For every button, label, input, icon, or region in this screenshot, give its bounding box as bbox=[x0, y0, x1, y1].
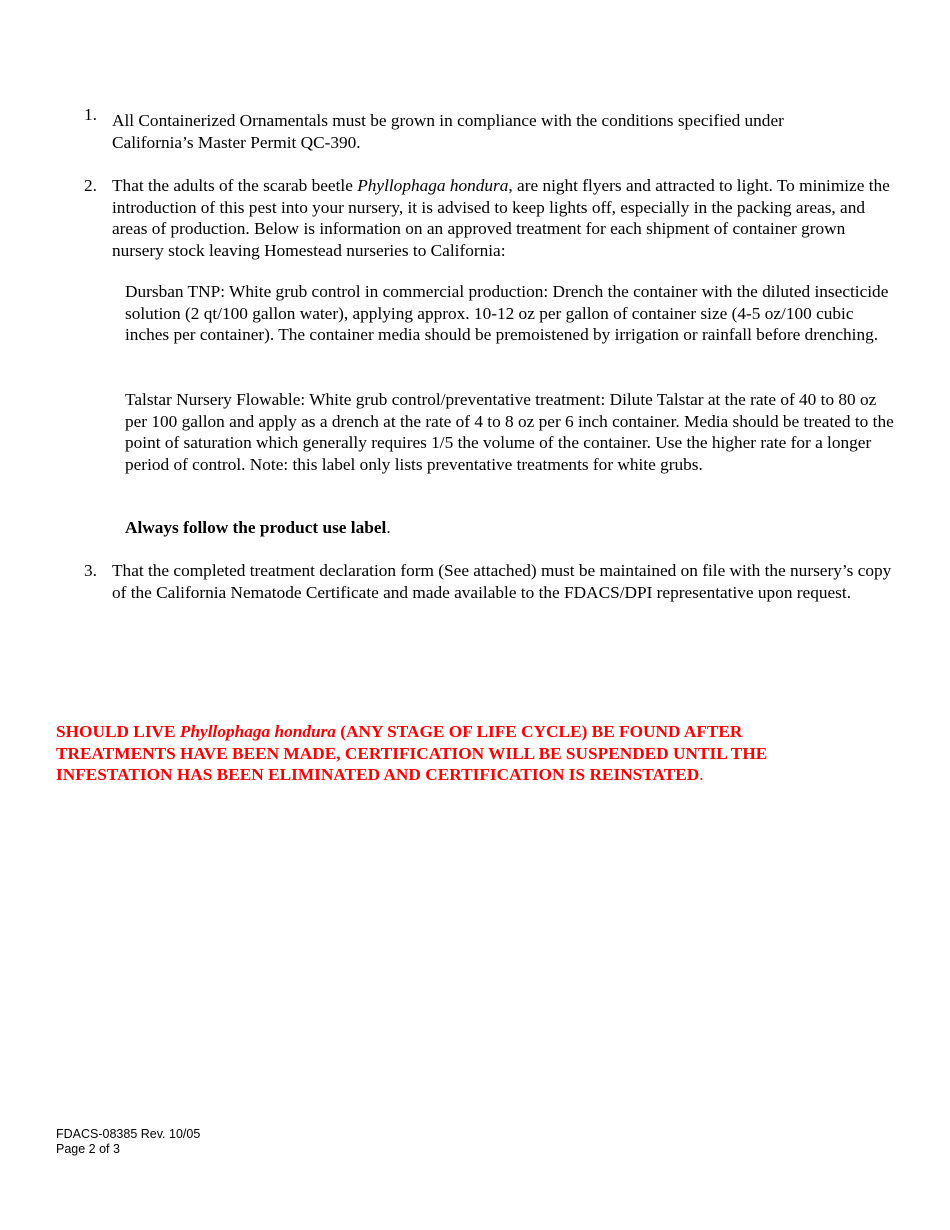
suspension-warning bbox=[56, 721, 856, 786]
list-item-number: 1. bbox=[84, 105, 97, 124]
list-item-2 bbox=[84, 175, 894, 261]
warning-suffix: (ANY STAGE OF LIFE CYCLE) BE FOUND AFTER TREATMENTS HAVE BEEN MADE, CERTIFICATION WILL BE SUSPENDED UNTIL THE INFESTATION HAS BEEN ELIMINATED AND CERTIFICATION IS REINSTATED bbox=[56, 722, 768, 784]
list-item-3 bbox=[84, 560, 894, 603]
list-item-text bbox=[112, 175, 894, 261]
list-item-text-part: , are night flyers and attracted to light. To minimize the introduction of this pest into your nursery, it is advised to keep lights off, especially in the packing areas, and areas of production. Below is information on an approved treatment for each shipment of container grown nursery stock leaving Homestead nurseries to California: bbox=[112, 176, 890, 260]
species-name: Phyllophaga hondura bbox=[357, 176, 509, 195]
list-item-text-line: California’s Master Permit QC-390. bbox=[112, 132, 361, 152]
page-number: Page 2 of 3 bbox=[56, 1142, 120, 1156]
list-item-number: 3. bbox=[84, 561, 97, 580]
list-item-text bbox=[112, 110, 894, 153]
treatment-dursban: Dursban TNP: White grub control in commercial production: Drench the container with the diluted insecticide solution (2 qt/100 gallon water), applying approx. 10-12 oz per gallon of container size (4-5 oz/100 cubic inches per container). The container media should be premoistened by irrigation or rainfall before drenching. bbox=[125, 282, 889, 344]
list-item-text-line: All Containerized Ornamentals must be grown in compliance with the conditions specified under bbox=[112, 111, 784, 130]
warning-prefix: SHOULD LIVE bbox=[56, 722, 180, 741]
list-item-text-part: That the adults of the scarab beetle bbox=[112, 176, 358, 195]
list-item-number: 2. bbox=[84, 176, 97, 195]
form-number: FDACS-08385 Rev. 10/05 bbox=[56, 1127, 201, 1141]
label-note-end: . bbox=[386, 518, 391, 537]
list-item-text: That the completed treatment declaration form (See attached) must be maintained on file with the nursery’s copy of the California Nematode Certificate and made available to the FDACS/DPI representative upon request. bbox=[112, 561, 892, 602]
treatment-talstar: Talstar Nursery Flowable: White grub control/preventative treatment: Dilute Talstar at the rate of 40 to 80 oz per 100 gallon and apply as a drench at the rate of 4 to 8 oz per 6 inch container. Media should be treated to the point of saturation which generally requires 1/5 the volume of the container. Use the higher rate for a longer period of control. Note: this label only lists preventative treatments for white grubs. bbox=[125, 390, 894, 474]
warning-end: . bbox=[699, 765, 704, 784]
label-note-bold: Always follow the product use label bbox=[125, 518, 387, 537]
warning-species-name: Phyllophaga hondura bbox=[179, 722, 336, 741]
list-item-1 bbox=[84, 105, 894, 153]
page-footer bbox=[56, 1127, 200, 1157]
label-note bbox=[125, 517, 895, 539]
